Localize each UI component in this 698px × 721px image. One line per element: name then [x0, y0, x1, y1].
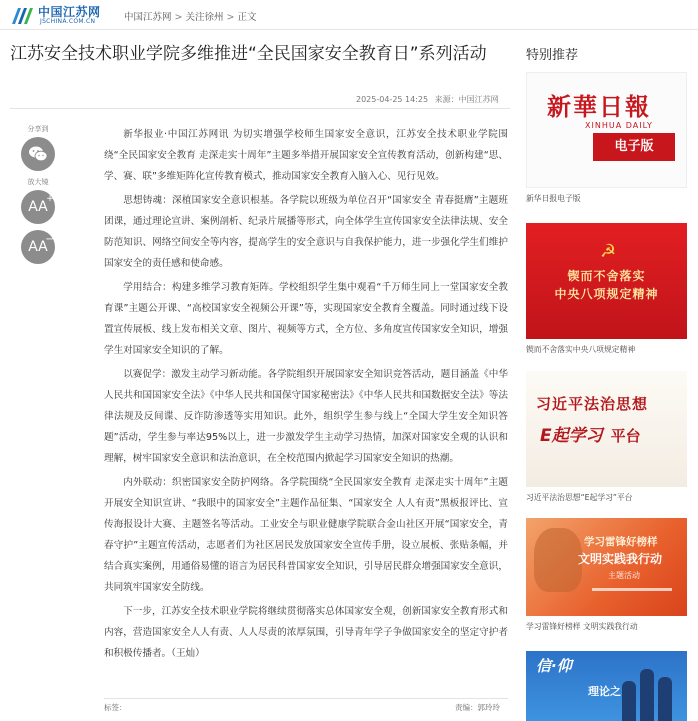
logo-text: 中国江苏网 [38, 5, 101, 19]
thumb-subtitle-b: 平台 [610, 427, 641, 445]
person-silhouette-icon [640, 669, 654, 721]
font-increase-icon: AA + [28, 194, 54, 215]
sidebar-item-lei-feng[interactable] [526, 518, 687, 632]
thumb-subtitle: XINHUA DAILY [585, 121, 653, 130]
article-paragraph: 学用结合：构建多维学习教育矩阵。学校组织学生集中观看“千万师生同上一堂国家安全教育课”主题公开课、“高校国家安全视频公开课”等，实现国家安全教育全覆盖。同时通过线下设置宣传展板、线上发布相关文章、图片、视频等方式，全方位、多角度宣传国家安全知识，增强学生对国家安全知识的了解。 [104, 282, 508, 356]
sidebar-item-xinhua-daily[interactable] [526, 72, 687, 204]
site-logo[interactable] [10, 2, 110, 28]
article-paragraph: 内外联动：织密国家安全防护网络。各学院围绕“全民国家安全教育 走深走实十周年”主题开展安全知识宣讲、“我眼中的国家安全”主题作品征集、“国家安全 人人有责”黑板报评比、宣传海报设计大赛、主题签名等活动。工业安全与职业健康学院联合金山社区开展“国家安全，青春守护”主题宣传活动，志愿者们为社区居民发放国家安全宣传手册，设立展板、张贴条幅，并结合真实案例，用通俗易懂的语言为居民科普国家安全知识，引导居民群众增强国家安全意识，共同筑牢国家安全防线。 [104, 477, 508, 593]
thumb-title: 新華日報 [547, 92, 651, 121]
breadcrumb-home[interactable]: 中国江苏网 [124, 12, 172, 23]
font-decrease-icon: AA − [28, 234, 54, 255]
article-bottom-divider [104, 698, 508, 699]
breadcrumb-current: 正文 [237, 12, 257, 23]
thumb-decoration [592, 588, 672, 591]
sidebar-item-faith[interactable] [526, 651, 687, 721]
sidebar-thumbnail[interactable] [526, 518, 687, 616]
thumb-badge: 电子版 [593, 133, 675, 161]
thumb-subtitle [540, 421, 641, 446]
party-emblem-icon: ☭ [600, 241, 617, 262]
sidebar-thumbnail[interactable] [526, 223, 687, 339]
sidebar-item-eight-rules[interactable] [526, 223, 687, 355]
sidebar-thumbnail[interactable] [526, 651, 687, 721]
sidebar-item-rule-of-law[interactable] [526, 371, 687, 503]
thumb-subtitle: 理论之 [588, 685, 621, 698]
thumb-subtitle-a: E起学习 [540, 426, 603, 446]
thumb-title: 信·仰 [536, 657, 572, 675]
thumb-title: 学习雷锋好榜样 [584, 536, 658, 548]
breadcrumb-separator: > [174, 12, 183, 23]
font-decrease-button[interactable] [21, 230, 55, 264]
person-silhouette-icon [622, 681, 636, 721]
article-paragraph: 新华报业·中国江苏网讯 为切实增强学校师生国家安全意识，江苏安全技术职业学院围绕“全民国家安全教育 走深走实十周年”主题多举措开展国家安全宣传教育活动，创新构建“思、学、赛、联”多维矩阵化宣传教育模式，推动国家安全教育入脑入心、见行见效。 [104, 129, 508, 182]
tags-label: 标签： [104, 703, 127, 712]
title-divider [10, 108, 510, 109]
sidebar-caption[interactable]: 习近平法治思想“E起学习”平台 [526, 493, 633, 502]
article-tools [16, 124, 60, 270]
thumb-title: 习近平法治思想 [536, 395, 649, 413]
page-header [0, 0, 698, 30]
article-date: 2025-04-25 14:25 [356, 95, 429, 104]
sidebar-caption[interactable]: 锲而不舍落实中央八项规定精神 [526, 345, 636, 354]
sidebar-thumbnail[interactable] [526, 72, 687, 188]
breadcrumb-section[interactable]: 关注徐州 [185, 12, 224, 23]
thumb-subtitle: 中央八项规定精神 [554, 287, 659, 301]
editor-credit: 责编：郭玲玲 [455, 703, 500, 712]
sidebar-caption[interactable]: 学习雷锋好榜样 文明实践我行动 [526, 622, 638, 631]
share-label: 分享到 [27, 125, 49, 133]
wechat-icon [28, 145, 48, 163]
sidebar-caption[interactable]: 新华日报电子版 [526, 194, 581, 203]
breadcrumb [124, 9, 256, 23]
sidebar-thumbnail[interactable] [526, 371, 687, 487]
thumb-tag: 主题活动 [608, 571, 640, 580]
font-increase-button[interactable] [21, 190, 55, 224]
wechat-share-button[interactable] [21, 137, 55, 171]
article-paragraph: 下一步，江苏安全技术职业学院将继续贯彻落实总体国家安全观，创新国家安全教育形式和内容，营造国家安全人人有责、人人尽责的浓厚氛围，引导青年学子争做国家安全的坚定守护者和积极传播者。（王灿） [104, 606, 508, 659]
thumb-subtitle: 文明实践我行动 [578, 552, 663, 566]
article-meta [356, 94, 503, 105]
article-body [104, 124, 508, 667]
logo-subtext: JSCHINA.COM.CN [40, 18, 96, 25]
font-size-label: 放大镜 [27, 178, 49, 186]
portrait-silhouette-icon [534, 528, 582, 592]
sidebar-title: 特别推荐 [526, 48, 579, 63]
thumb-title: 锲而不舍落实 [567, 269, 646, 283]
article-source: 来源：中国江苏网 [434, 95, 499, 104]
article-paragraph: 以赛促学：激发主动学习新动能。各学院组织开展国家安全知识竞答活动，题目涵盖《中华人民共和国国家安全法》《中华人民共和国保守国家秘密法》《中华人民共和国数据安全法》等法律法规及反间谍、反诈防渗透等实用知识。此外，组织学生参与线上“全国大学生安全知识答题”活动，学生参与率达95%以上，进一步激发学生主动学习热情，加深对国家安全观的认识和理解，树牢国家安全意识和法治意识，在全校范围内掀起学习国家安全知识的热潮。 [104, 369, 508, 464]
breadcrumb-separator: > [226, 12, 235, 23]
article-paragraph: 思想铸魂：深植国家安全意识根基。各学院以班级为单位召开“国家安全 青春挺膺”主题班团课，通过理论宣讲、案例剖析、纪录片展播等形式，向全体学生宣传国家安全法律法规、安全防范知识、网络空间安全等内容，提高学生的安全意识与自我保护能力，进一步强化学生们维护国家安全的责任感和使命感。 [104, 195, 508, 269]
person-silhouette-icon [658, 677, 672, 721]
article-title: 江苏安全技术职业学院多维推进“全民国家安全教育日”系列活动 [10, 44, 487, 64]
logo-mark-icon [10, 4, 34, 26]
